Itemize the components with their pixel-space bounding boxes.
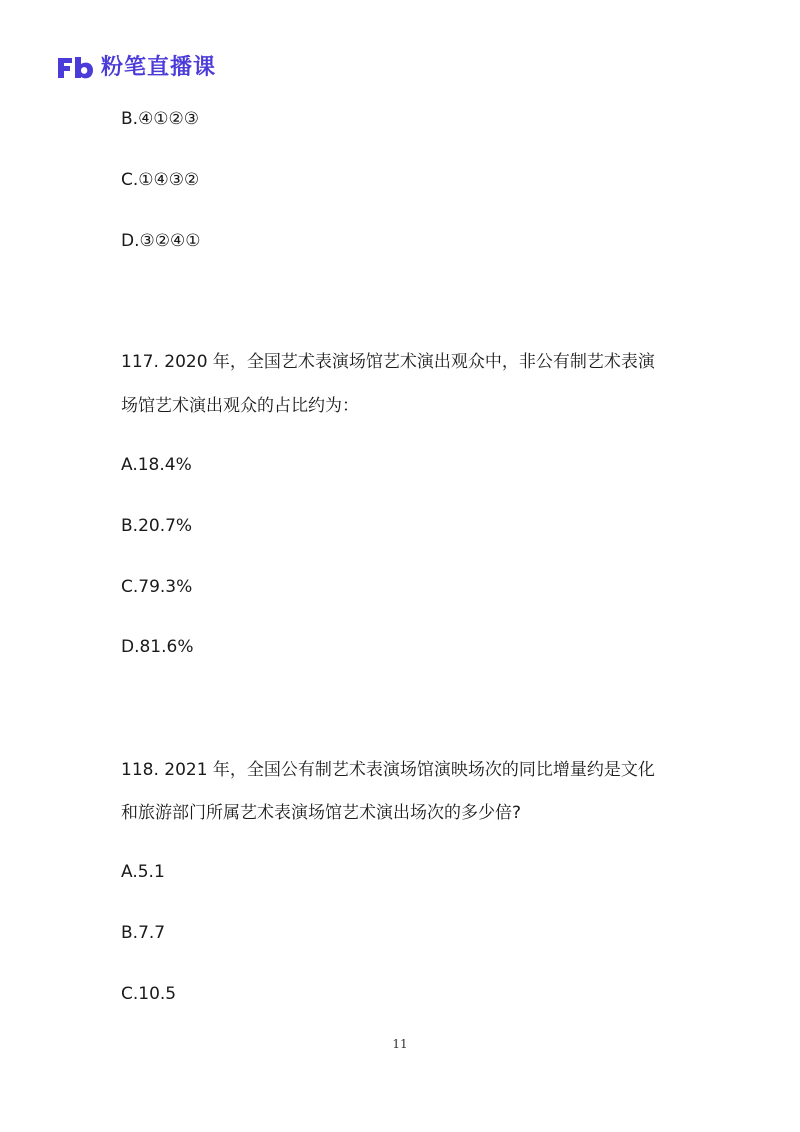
q118-option-b: B.7.7 <box>121 923 166 943</box>
page-header <box>55 52 216 84</box>
page-number: 11 <box>392 1037 408 1051</box>
q118-option-c: C.10.5 <box>121 984 177 1004</box>
q118-stem-line2: 和旅游部门所属艺术表演场馆艺术演出场次的多少倍? <box>121 803 522 823</box>
fb-logo-icon <box>55 54 95 82</box>
q116-option-d: D.③②④① <box>121 231 201 251</box>
q117-option-b: B.20.7% <box>121 516 193 536</box>
q116-option-b: B.④①②③ <box>121 109 200 129</box>
brand-name: 粉笔直播课 <box>101 55 217 80</box>
q117-option-d: D.81.6% <box>121 637 194 657</box>
q118-stem-line1: 118. 2021 年，全国公有制艺术表演场馆演映场次的同比增量约是文化 <box>121 760 655 780</box>
q117-stem-line1: 117. 2020 年，全国艺术表演场馆艺术演出观众中，非公有制艺术表演 <box>121 352 655 372</box>
q117-option-c: C.79.3% <box>121 577 193 597</box>
q117-option-a: A.18.4% <box>121 455 192 475</box>
q117-stem-line2: 场馆艺术演出观众的占比约为： <box>121 396 359 416</box>
q118-option-a: A.5.1 <box>121 862 165 882</box>
q116-option-c: C.①④③② <box>121 170 200 190</box>
